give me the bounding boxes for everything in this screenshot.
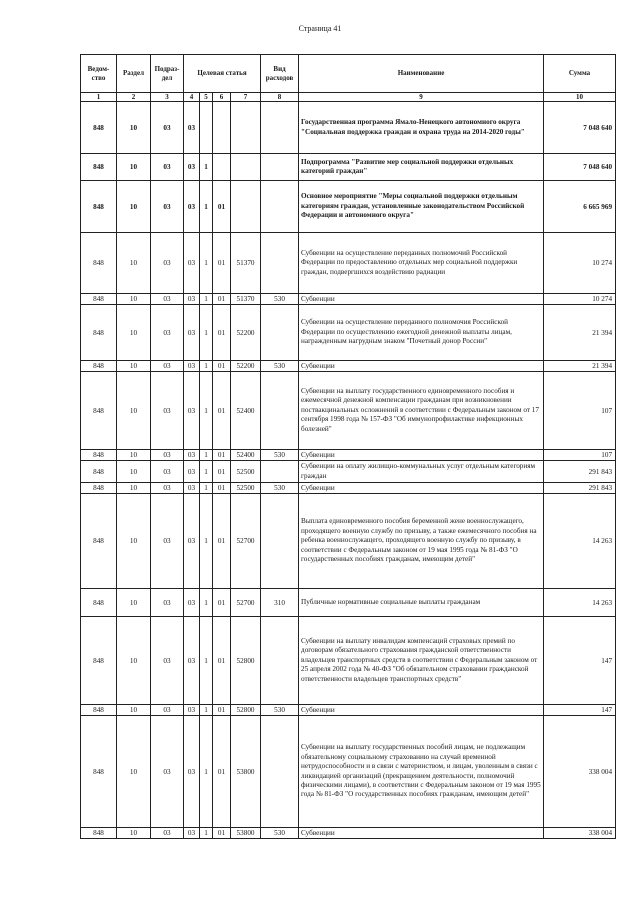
cell-name: Субвенции [299, 705, 544, 716]
cell-ved: 848 [81, 154, 117, 181]
cell-target-1: 03 [184, 705, 200, 716]
cell-podrazdel: 03 [151, 450, 184, 461]
table-row [81, 233, 616, 294]
cell-podrazdel: 03 [151, 154, 184, 181]
table-row [81, 181, 616, 233]
cell-podrazdel: 03 [151, 361, 184, 372]
cell-target-4 [231, 154, 261, 181]
cell-target-2: 1 [200, 705, 213, 716]
col-number: 4 [184, 93, 200, 102]
cell-ved: 848 [81, 294, 117, 305]
cell-sum: 107 [544, 450, 616, 461]
cell-razdel: 10 [117, 154, 151, 181]
cell-target-4: 51370 [231, 233, 261, 294]
cell-vid [261, 233, 299, 294]
cell-target-1: 03 [184, 181, 200, 233]
cell-target-2: 1 [200, 181, 213, 233]
cell-razdel: 10 [117, 233, 151, 294]
col-number: 6 [213, 93, 231, 102]
cell-name: Государственная программа Ямало-Ненецкого автономного округа "Социальная поддержка граждан и охрана труда на 2014-2020 годы" [299, 102, 544, 154]
cell-podrazdel: 03 [151, 102, 184, 154]
cell-target-1: 03 [184, 483, 200, 494]
cell-name: Субвенции на выплату инвалидам компенсаций страховых премий по договорам обязательного страхования гражданской ответственности владельцев транспортных средств в соответствии с Федеральным законом от 25 апреля 2002 года № 40-ФЗ "Об обязательном страховании гражданской ответственности владельцев транспортных средств" [299, 617, 544, 705]
cell-target-4 [231, 102, 261, 154]
cell-target-2: 1 [200, 828, 213, 839]
cell-name: Субвенции [299, 828, 544, 839]
cell-target-1: 03 [184, 102, 200, 154]
table-row [81, 716, 616, 828]
page-number: Страница 41 [298, 24, 342, 33]
cell-razdel: 10 [117, 716, 151, 828]
cell-target-2: 1 [200, 617, 213, 705]
cell-podrazdel: 03 [151, 461, 184, 483]
cell-target-1: 03 [184, 589, 200, 617]
cell-target-2: 1 [200, 233, 213, 294]
cell-sum: 10 274 [544, 233, 616, 294]
cell-ved: 848 [81, 716, 117, 828]
cell-vid [261, 372, 299, 450]
cell-target-1: 03 [184, 361, 200, 372]
cell-target-3: 01 [213, 233, 231, 294]
cell-target-3 [213, 102, 231, 154]
cell-razdel: 10 [117, 102, 151, 154]
cell-ved: 848 [81, 305, 117, 361]
cell-target-3: 01 [213, 494, 231, 589]
cell-sum: 338 004 [544, 716, 616, 828]
cell-podrazdel: 03 [151, 483, 184, 494]
cell-target-1: 03 [184, 461, 200, 483]
cell-vid [261, 181, 299, 233]
cell-podrazdel: 03 [151, 828, 184, 839]
cell-sum: 21 394 [544, 361, 616, 372]
cell-target-1: 03 [184, 617, 200, 705]
cell-razdel: 10 [117, 617, 151, 705]
cell-vid [261, 461, 299, 483]
cell-ved: 848 [81, 617, 117, 705]
cell-podrazdel: 03 [151, 716, 184, 828]
cell-name: Субвенции на выплату государственных пособий лицам, не подлежащим обязательному социальному страхованию на случай временной нетрудоспособности и в связи с материнством, и лицам, уволенным в связи с ликвидацией организаций (прекращением деятельности, полномочий физическими лицами), в соответствии с Федеральным законом от 19 мая 1995 года № 81-ФЗ "О государственных пособиях гражданам, имеющим детей" [299, 716, 544, 828]
cell-vid: 530 [261, 828, 299, 839]
cell-target-2: 1 [200, 294, 213, 305]
cell-vid [261, 154, 299, 181]
cell-target-2: 1 [200, 494, 213, 589]
cell-target-4: 52800 [231, 617, 261, 705]
table-row [81, 294, 616, 305]
cell-razdel: 10 [117, 181, 151, 233]
cell-podrazdel: 03 [151, 233, 184, 294]
cell-target-3: 01 [213, 705, 231, 716]
table-row [81, 589, 616, 617]
cell-razdel: 10 [117, 461, 151, 483]
cell-vid [261, 102, 299, 154]
cell-razdel: 10 [117, 450, 151, 461]
cell-sum: 107 [544, 372, 616, 450]
col-number: 9 [299, 93, 544, 102]
cell-podrazdel: 03 [151, 181, 184, 233]
cell-razdel: 10 [117, 828, 151, 839]
cell-ved: 848 [81, 483, 117, 494]
cell-name: Выплата единовременного пособия беременной жене военнослужащего, проходящего военную службу по призыву, а также ежемесячного пособия на ребенка военнослужащего, проходящего военную службу по призыву, в соответствии с Федеральным законом от 19 мая 1995 года № 81-ФЗ "О государственных пособиях гражданам, имеющим детей" [299, 494, 544, 589]
cell-ved: 848 [81, 233, 117, 294]
col-number: 10 [544, 93, 616, 102]
cell-podrazdel: 03 [151, 372, 184, 450]
cell-vid: 530 [261, 361, 299, 372]
header-ved: Ведом-ство [81, 55, 117, 93]
col-number: 8 [261, 93, 299, 102]
cell-target-1: 03 [184, 154, 200, 181]
cell-sum: 7 048 640 [544, 102, 616, 154]
cell-target-2: 1 [200, 305, 213, 361]
table-row [81, 494, 616, 589]
cell-ved: 848 [81, 372, 117, 450]
cell-target-4: 52400 [231, 450, 261, 461]
cell-podrazdel: 03 [151, 294, 184, 305]
cell-podrazdel: 03 [151, 617, 184, 705]
col-number: 1 [81, 93, 117, 102]
cell-target-2: 1 [200, 361, 213, 372]
header-vid: Вид расходов [261, 55, 299, 93]
cell-razdel: 10 [117, 294, 151, 305]
cell-name: Субвенции на осуществление переданных полномочий Российской Федерации по предоставлению отдельных мер социальной поддержки граждан, подвергшихся воздействию радиации [299, 233, 544, 294]
cell-razdel: 10 [117, 589, 151, 617]
cell-razdel: 10 [117, 483, 151, 494]
cell-target-1: 03 [184, 372, 200, 450]
cell-ved: 848 [81, 494, 117, 589]
cell-razdel: 10 [117, 494, 151, 589]
cell-vid [261, 617, 299, 705]
cell-sum: 14 263 [544, 589, 616, 617]
cell-podrazdel: 03 [151, 494, 184, 589]
cell-target-1: 03 [184, 294, 200, 305]
cell-ved: 848 [81, 181, 117, 233]
table-row [81, 361, 616, 372]
cell-sum: 7 048 640 [544, 154, 616, 181]
cell-target-3: 01 [213, 461, 231, 483]
table-row [81, 372, 616, 450]
cell-ved: 848 [81, 589, 117, 617]
cell-target-3: 01 [213, 589, 231, 617]
cell-ved: 848 [81, 461, 117, 483]
budget-table [80, 54, 616, 839]
cell-target-3 [213, 154, 231, 181]
cell-sum: 147 [544, 617, 616, 705]
cell-target-2: 1 [200, 450, 213, 461]
cell-target-4: 52700 [231, 589, 261, 617]
cell-sum: 14 263 [544, 494, 616, 589]
col-number: 3 [151, 93, 184, 102]
cell-sum: 21 394 [544, 305, 616, 361]
cell-target-2: 1 [200, 589, 213, 617]
cell-ved: 848 [81, 361, 117, 372]
column-numbers-row [81, 93, 616, 102]
cell-podrazdel: 03 [151, 589, 184, 617]
col-number: 5 [200, 93, 213, 102]
cell-target-2: 1 [200, 154, 213, 181]
cell-vid: 530 [261, 294, 299, 305]
header-podrazdel: Подраз-дел [151, 55, 184, 93]
cell-target-1: 03 [184, 233, 200, 294]
cell-target-3: 01 [213, 450, 231, 461]
cell-target-3: 01 [213, 617, 231, 705]
cell-target-4: 52400 [231, 372, 261, 450]
table-row [81, 450, 616, 461]
cell-target-4: 52800 [231, 705, 261, 716]
cell-target-4: 52200 [231, 361, 261, 372]
cell-name: Субвенции на оплату жилищно-коммунальных услуг отдельным категориям граждан [299, 461, 544, 483]
cell-target-1: 03 [184, 494, 200, 589]
cell-vid: 310 [261, 589, 299, 617]
cell-target-3: 01 [213, 294, 231, 305]
cell-ved: 848 [81, 705, 117, 716]
cell-name: Субвенции [299, 294, 544, 305]
cell-target-1: 03 [184, 828, 200, 839]
cell-podrazdel: 03 [151, 305, 184, 361]
cell-sum: 10 274 [544, 294, 616, 305]
cell-target-4: 52500 [231, 483, 261, 494]
cell-sum: 147 [544, 705, 616, 716]
cell-target-1: 03 [184, 450, 200, 461]
cell-target-3: 01 [213, 828, 231, 839]
cell-target-1: 03 [184, 716, 200, 828]
table-row [81, 483, 616, 494]
cell-target-3: 01 [213, 181, 231, 233]
cell-vid: 530 [261, 450, 299, 461]
table-row [81, 461, 616, 483]
cell-target-1: 03 [184, 305, 200, 361]
cell-name: Публичные нормативные социальные выплаты гражданам [299, 589, 544, 617]
cell-ved: 848 [81, 450, 117, 461]
cell-target-4: 52500 [231, 461, 261, 483]
cell-ved: 848 [81, 102, 117, 154]
table-row [81, 705, 616, 716]
cell-target-3: 01 [213, 372, 231, 450]
cell-target-4: 52700 [231, 494, 261, 589]
cell-target-4: 53800 [231, 828, 261, 839]
cell-sum: 6 665 969 [544, 181, 616, 233]
cell-sum: 291 843 [544, 483, 616, 494]
cell-target-4: 51370 [231, 294, 261, 305]
header-row [81, 55, 616, 93]
cell-target-4: 53800 [231, 716, 261, 828]
cell-vid [261, 305, 299, 361]
cell-target-2 [200, 102, 213, 154]
col-number: 2 [117, 93, 151, 102]
cell-target-3: 01 [213, 361, 231, 372]
cell-sum: 291 843 [544, 461, 616, 483]
cell-name: Субвенции [299, 450, 544, 461]
cell-name: Подпрограмма "Развитие мер социальной поддержки отдельных категорий граждан" [299, 154, 544, 181]
cell-podrazdel: 03 [151, 705, 184, 716]
cell-target-3: 01 [213, 716, 231, 828]
header-name: Наименование [299, 55, 544, 93]
cell-target-2: 1 [200, 372, 213, 450]
table-row [81, 828, 616, 839]
header-razdel: Раздел [117, 55, 151, 93]
cell-name: Субвенции на осуществление переданного полномочия Российской Федерации по осуществлению ежегодной денежной выплаты лицам, награжденным нагрудным знаком "Почетный донор России" [299, 305, 544, 361]
cell-target-2: 1 [200, 461, 213, 483]
cell-target-2: 1 [200, 483, 213, 494]
table-row [81, 305, 616, 361]
cell-razdel: 10 [117, 705, 151, 716]
cell-vid [261, 716, 299, 828]
cell-name: Субвенции на выплату государственного единовременного пособия и ежемесячной денежной компенсации гражданам при возникновении поствакцинальных осложнений в соответствии с Федеральным законом от 17 сентября 1998 года № 157-ФЗ "Об иммунопрофилактике инфекционных болезней" [299, 372, 544, 450]
table-row [81, 102, 616, 154]
cell-razdel: 10 [117, 305, 151, 361]
cell-vid: 530 [261, 483, 299, 494]
cell-target-2: 1 [200, 716, 213, 828]
cell-name: Субвенции [299, 361, 544, 372]
table-row [81, 617, 616, 705]
cell-target-3: 01 [213, 483, 231, 494]
cell-razdel: 10 [117, 372, 151, 450]
cell-target-4: 52200 [231, 305, 261, 361]
cell-target-4 [231, 181, 261, 233]
header-target: Целевая статья [184, 55, 261, 93]
cell-name: Субвенции [299, 483, 544, 494]
cell-vid: 530 [261, 705, 299, 716]
cell-sum: 338 004 [544, 828, 616, 839]
cell-vid [261, 494, 299, 589]
cell-razdel: 10 [117, 361, 151, 372]
cell-name: Основное мероприятие "Меры социальной поддержки отдельным категориям граждан, установленные законодательством Российской Федерации и автономного округа" [299, 181, 544, 233]
col-number: 7 [231, 93, 261, 102]
header-sum: Сумма [544, 55, 616, 93]
table-row [81, 154, 616, 181]
cell-ved: 848 [81, 828, 117, 839]
cell-target-3: 01 [213, 305, 231, 361]
